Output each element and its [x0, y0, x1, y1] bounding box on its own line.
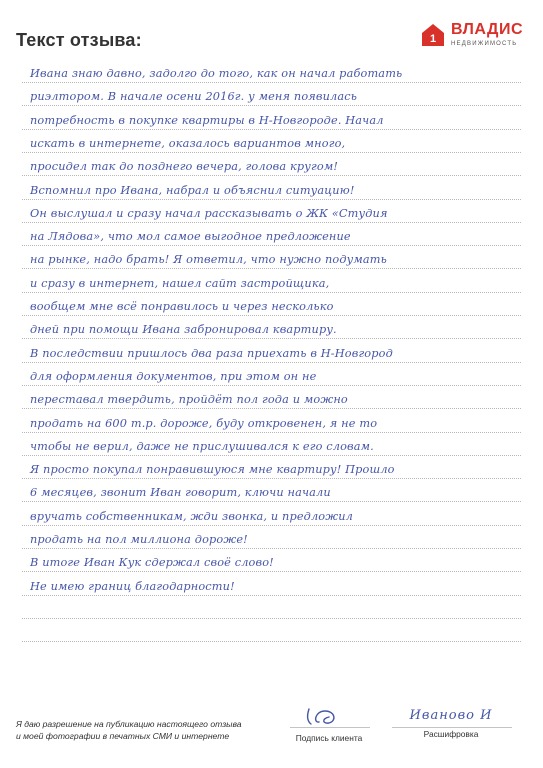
review-line: искать в интернете, оказалось вариантов много,: [30, 136, 346, 150]
ruled-line: [22, 641, 521, 642]
ruled-line: [22, 338, 521, 339]
ruled-line: [22, 199, 521, 200]
ruled-line: [22, 478, 521, 479]
review-line: просидел так до позднего вечера, голова кругом!: [30, 160, 339, 174]
client-signature: [284, 705, 374, 743]
ruled-line: [22, 292, 521, 293]
ruled-line: [22, 408, 521, 409]
review-line: вообщем мне всё понравилось и через несколько: [30, 300, 334, 313]
ruled-line: [22, 268, 521, 269]
logo-name: ВЛАДИС: [451, 21, 523, 38]
review-line: В последствии пришлось два раза приехать в Н-Новгород: [30, 346, 393, 360]
permission-line-2: и моей фотографии в печатных СМИ и интернете: [16, 731, 230, 741]
review-line: продать на пол миллиона дороже!: [30, 533, 248, 546]
logo-subtitle: НЕДВИЖИМОСТЬ: [451, 41, 518, 47]
house-logo-icon: [421, 23, 445, 47]
signature-scribble-icon: [299, 705, 359, 727]
ruled-line: [22, 595, 521, 596]
review-line: вручать собственникам, жди звонка, и предложил: [30, 509, 354, 523]
permission-line-1: Я даю разрешение на публикацию настоящего отзыва: [16, 719, 242, 729]
review-line: для оформления документов, при этом он не: [30, 369, 317, 383]
ruled-line: [22, 618, 521, 619]
review-line: на рынке, надо брать! Я ответил, что нужно подумать: [30, 253, 387, 267]
review-line: В итоге Иван Кук сдержал своё слово!: [30, 556, 274, 570]
decoding-label: Расшифровка: [423, 729, 479, 739]
ruled-line: [22, 432, 521, 433]
ruled-line: [22, 129, 521, 130]
review-line: потребность в покупке квартиры в Н-Новгороде. Начал: [30, 113, 384, 127]
ruled-line: [22, 525, 521, 526]
ruled-line: [22, 362, 521, 363]
publication-permission: [16, 718, 242, 742]
ruled-line: [22, 175, 521, 176]
review-line: на Лядова», что мол самое выгодное предложение: [30, 230, 351, 244]
ruled-line: [22, 501, 521, 502]
ruled-line: [22, 548, 521, 549]
ruled-line: [22, 455, 521, 456]
decoding-value: Иваново И: [409, 708, 493, 723]
ruled-line: [22, 571, 521, 572]
review-line: дней при помощи Ивана забронировал квартиру.: [30, 323, 337, 337]
review-line: Ивана знаю давно, задолго до того, как он начал работать: [30, 67, 403, 80]
brand-logo: [421, 22, 523, 47]
ruled-line: [22, 245, 521, 246]
svg-text:1: 1: [429, 32, 437, 45]
review-line: чтобы не верил, даже не прислушивался к его словам.: [30, 439, 374, 453]
review-line: риэлтором. В начале осени 2016г. у меня появилась: [30, 90, 358, 104]
page-title: Текст отзыва:: [16, 30, 142, 50]
review-line: 6 месяцев, звонит Иван говорит, ключи начали: [30, 486, 331, 500]
review-line: переставал твердить, пройдёт пол года и можно: [30, 393, 348, 407]
review-line: Он выслушал и сразу начал рассказывать о ЖК «Студия: [30, 206, 388, 220]
ruled-line: [22, 152, 521, 153]
ruled-line: [22, 222, 521, 223]
review-line: Не имею границ благодарности!: [30, 579, 235, 593]
review-line: Я просто покупал понравившуюся мне квартиру! Прошло: [30, 463, 395, 477]
signature-label: Подпись клиента: [295, 733, 363, 743]
ruled-line: [22, 105, 521, 106]
ruled-line: [22, 315, 521, 316]
review-line: продать на 600 т.р. дороже, буду откровенен, я не то: [30, 416, 378, 430]
review-line: Вспомнил про Ивана, набрал и объяснил ситуацию!: [30, 183, 355, 197]
ruled-line: [22, 82, 521, 83]
ruled-line: [22, 385, 521, 386]
review-line: и сразу в интернет, нашел сайт застройщика,: [30, 276, 330, 290]
signature-decoding: [386, 705, 516, 739]
